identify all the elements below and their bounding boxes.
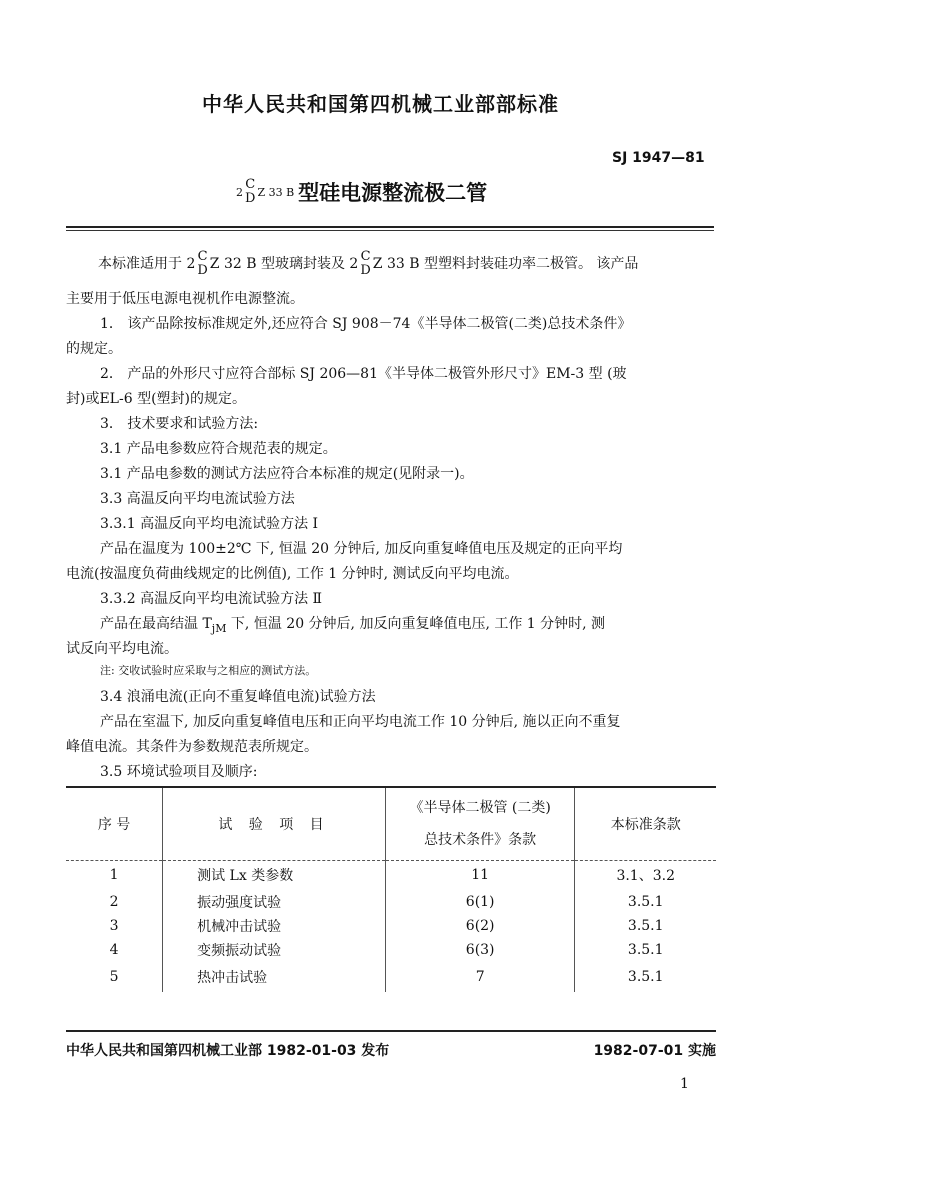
intro-cd-stack-1 [197, 250, 207, 278]
intro-cd-stack-2 [360, 250, 370, 278]
row-item: 测试 Lx 类参数 [163, 860, 386, 890]
para-1-line-2: 的规定。 [66, 341, 122, 357]
intro-sub-1: D [197, 263, 208, 278]
intro-line-2: 主要用于低压电源电视机作电源整流。 [66, 291, 304, 307]
col-header-clause [385, 788, 575, 860]
title-sup: C [245, 177, 256, 192]
row-std: 3.5.1 [627, 894, 664, 910]
standard-code: SJ 1947—81 [612, 150, 705, 166]
intro-c: Z 33 B 型塑料封装硅功率二极管。 该产品 [372, 256, 639, 272]
table-row [66, 938, 716, 962]
section-3-4-line-1: 产品在室温下, 加反向重复峰值电压和正向平均电流工作 10 分钟后, 施以正向不重复 [100, 714, 621, 730]
row-no: 5 [66, 962, 163, 992]
section-3-3-1: 3.3.1 高温反向平均电流试验方法 I [100, 516, 319, 532]
para-3: 3． 技术要求和试验方法: [100, 416, 259, 432]
row-std: 3.5.1 [627, 942, 664, 958]
row-clause: 6(2) [385, 914, 575, 938]
note-line: 注: 交收试验时应采取与之相应的测试方法。 [100, 664, 317, 677]
row-item: 机械冲击试验 [163, 914, 386, 938]
para-2-line-2: 封)或EL-6 型(塑封)的规定。 [66, 391, 246, 407]
environment-test-table [66, 788, 716, 992]
col-header-clause-line-1: 《半导体二极管 (二类) [409, 799, 551, 816]
row-clause: 6(1) [385, 890, 575, 914]
title-text: 型硅电源整流极二管 [298, 181, 488, 205]
table-row [66, 914, 716, 938]
footer-rule [66, 1030, 716, 1032]
section-3-3-1-line-2: 电流(按温度负荷曲线规定的比例值), 工作 1 分钟时, 测试反向平均电流。 [66, 566, 519, 582]
intro-b: Z 32 B 型玻璃封装及 2 [209, 256, 359, 272]
title-model: Z 33 B [257, 185, 295, 199]
para-2-line-1: 2． 产品的外形尺寸应符合部标 SJ 206—81《半导体二极管外形尺寸》EM-3 型 (玻 [100, 366, 627, 382]
row-item: 热冲击试验 [163, 962, 386, 992]
s332-a: 产品在最高结温 T [100, 616, 212, 632]
s332-b: 下, 恒温 20 分钟后, 加反向重复峰值电压, 工作 1 分钟时, 测 [226, 616, 606, 632]
document-title [236, 172, 487, 212]
row-clause: 6(3) [385, 938, 575, 962]
section-3-5: 3.5 环境试验项目及顺序: [100, 764, 258, 780]
table-header-row [66, 788, 716, 860]
row-std: 3.5.1 [627, 969, 664, 985]
row-item: 变频振动试验 [163, 938, 386, 962]
row-no: 3 [66, 914, 163, 938]
table-row [66, 962, 716, 992]
row-clause: 11 [385, 860, 575, 890]
section-3-3: 3.3 高温反向平均电流试验方法 [100, 491, 295, 507]
org-standard-heading: 中华人民共和国第四机械工业部部标准 [202, 92, 559, 116]
section-3-3-2: 3.3.2 高温反向平均电流试验方法 Ⅱ [100, 591, 323, 607]
col-header-no: 序 号 [66, 788, 163, 860]
page-number: 1 [680, 1076, 689, 1092]
title-prefix: 2 [236, 185, 243, 199]
col-header-item: 试 验 项 目 [163, 788, 386, 860]
row-no: 4 [66, 938, 163, 962]
row-no: 1 [66, 860, 163, 890]
col-header-std: 本标准条款 [575, 788, 716, 860]
intro-a: 本标准适用于 2 [98, 256, 196, 272]
row-std: 3.5.1 [627, 918, 664, 934]
row-no: 2 [66, 890, 163, 914]
section-3-1b: 3.1 产品电参数的测试方法应符合本标准的规定(见附录一)。 [100, 466, 474, 482]
title-cd-stack [245, 178, 255, 206]
intro-sub-2: D [360, 263, 371, 278]
row-std: 3.1、3.2 [616, 868, 675, 885]
title-rule [66, 226, 714, 228]
intro-sup-1: C [197, 249, 208, 264]
section-3-3-2-line-2: 试反向平均电流。 [66, 641, 178, 657]
title-sub: D [245, 191, 256, 206]
table-row [66, 860, 716, 890]
intro-line-1 [98, 250, 638, 278]
intro-sup-2: C [360, 249, 371, 264]
para-1-line-1: 1． 该产品除按标准规定外,还应符合 SJ 908－74《半导体二极管(二类)总技术条件》 [100, 316, 632, 332]
table-row [66, 890, 716, 914]
col-header-clause-line-2: 总技术条件》条款 [424, 831, 537, 848]
section-3-4-line-2: 峰值电流。其条件为参数规范表所规定。 [66, 739, 318, 755]
section-3-3-2-line-1 [100, 613, 605, 635]
section-3-3-1-line-1: 产品在温度为 100±2℃ 下, 恒温 20 分钟后, 加反向重复峰值电压及规定的正向平均 [100, 541, 623, 557]
row-clause: 7 [385, 962, 575, 992]
footer [66, 1040, 716, 1060]
section-3-4: 3.4 浪涌电流(正向不重复峰值电流)试验方法 [100, 689, 376, 705]
s332-sub: jM [211, 621, 227, 635]
effective-date: 1982-07-01 实施 [593, 1043, 716, 1059]
issue-date: 中华人民共和国第四机械工业部 1982-01-03 发布 [66, 1043, 390, 1059]
section-3-1: 3.1 产品电参数应符合规范表的规定。 [100, 441, 337, 457]
title-rule-thin [66, 230, 714, 231]
row-item: 振动强度试验 [163, 890, 386, 914]
